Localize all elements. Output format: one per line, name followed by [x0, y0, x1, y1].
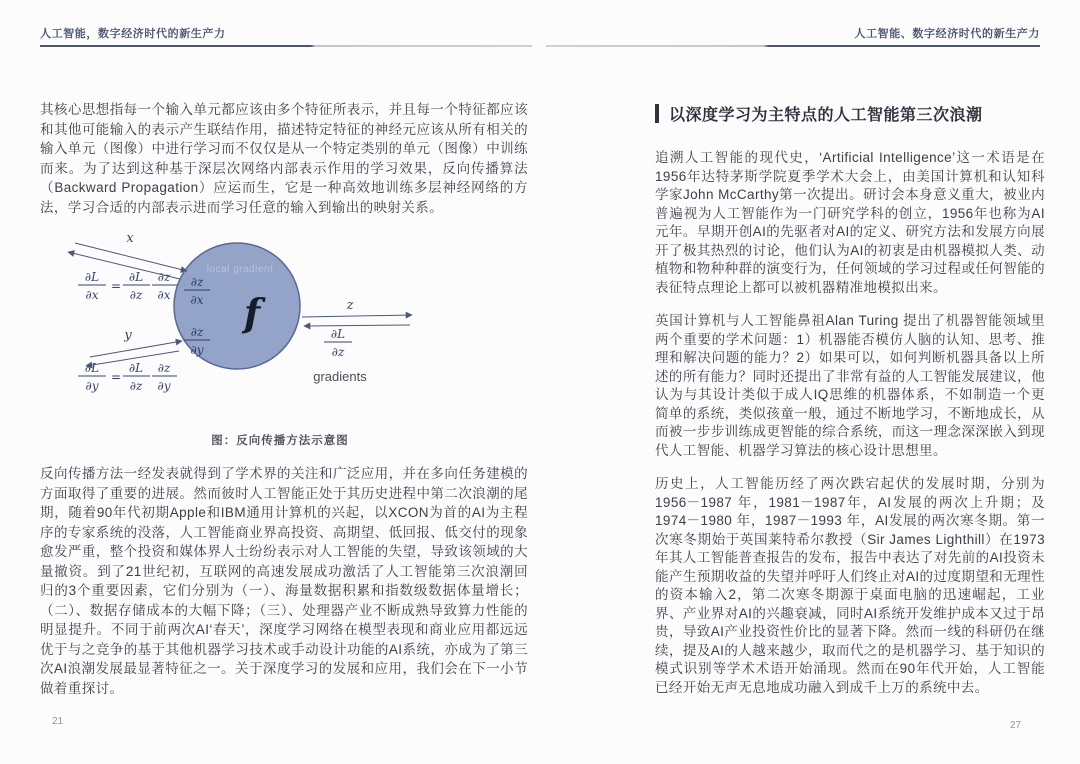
backpropagation-diagram	[40, 229, 520, 419]
right-paragraph-2: 英国计算机与人工智能鼻祖Alan Turing 提出了机器智能领域里两个重要的学术问题：1）机器能否模仿人脑的认知、思考、推理和解决问题的能力？2）如果可以，如何判断机器具备以上所述的所有能力？同时还提出了非常有益的人工智能发展建议，他认为与其设计类似于成人IQ思维的机器体系，不如制造一个更简单的系统，类似孩童一般，通过不断地学习，不断地成长，从而被一步步训练成更智能的综合系统，而这一理念深深嵌入到现代人工智能、机器学习算法的核心设计思想里。	[655, 313, 1045, 458]
fraction-numerator: ∂L	[128, 270, 144, 284]
gradients-label: gradients	[313, 369, 367, 384]
section-title	[655, 102, 1045, 125]
section-title-text: 以深度学习为主特点的人工智能第三次浪潮	[669, 107, 983, 124]
z-output-label: z	[346, 298, 354, 313]
z-forward-arrow	[302, 315, 412, 317]
page-left-column	[40, 100, 528, 710]
function-label: f	[243, 290, 261, 335]
running-header-right: 人工智能、数字经济时代的新生产力	[854, 28, 1040, 40]
left-paragraph-1: 其核心思想指每一个输入单元都应该由多个特征所表示，并且每一个特征都应该和其他可能输入的表示产生联结作用，描述特定特征的神经元应该从所有相关的输入单元（图像）中进行学习而不仅仅是从一个特定类别的单元（图像）中训练而来。为了达到这种基于深层次网络内部表示作用的学习效果，反向传播算法（Backward Propagation）应运而生，它是一种高效地训练多层神经网络的方法，学习合适的内部表示进而学习任意的输入到输出的映射关系。	[40, 102, 528, 215]
fraction-numerator: ∂z	[190, 275, 204, 289]
fraction-denominator: ∂z	[129, 288, 143, 302]
fraction-denominator: ∂z	[129, 379, 143, 393]
fraction-numerator: ∂z	[190, 325, 204, 339]
fraction-numerator: ∂L	[128, 361, 144, 375]
fraction-denominator: ∂y	[85, 379, 99, 393]
equals-sign: =	[110, 370, 122, 384]
x-input-label: x	[126, 231, 134, 246]
running-header-left: 人工智能，数字经济时代的新生产力	[40, 28, 226, 40]
fraction-denominator: ∂x	[190, 293, 204, 307]
fraction-denominator: ∂z	[331, 345, 345, 359]
y-input-label: y	[124, 328, 132, 343]
gradient-formula-x	[78, 270, 177, 302]
fraction-numerator: ∂L	[84, 270, 100, 284]
left-paragraph-2: 反向传播方法一经发表就得到了学术界的关注和广泛应用，并在多向任务建模的方面取得了重要的进展。然而彼时人工智能正处于其历史进程中第二次浪潮的尾期，随着90年代初期Apple和IBM通用计算机的兴起，以XCON为首的AI为主程序的专家系统的没落，人工智能商业界高投资、高期望、低回报、低交付的现象愈发严重，整个投资和媒体界人士纷纷表示对人工智能的失望，导致该领域的大量撤资。到了21世纪初，互联网的高速发展成功激活了人工智能第三次浪潮回归的3个重要因素，它们分别为（一）、海量数据积累和指数级数据体量增长；（二）、数据存储成本的大幅下降；（三）、处理器产业不断成熟导致算力性能的明显提升。不同于前两次AI‘春天’，深度学习网络在模型表现和商业应用都远远优于与之竞争的基于其他机器学习技术或手动设计功能的AI系统，亦成为了第三次AI浪潮发展最显著特征之一。关于深度学习的发展和应用，我们会在下一小节做着重探讨。	[40, 466, 528, 696]
page-right-column	[655, 100, 1045, 712]
local-gradient-label: local gradient	[206, 264, 274, 275]
section-title-bar	[655, 104, 659, 123]
gradient-fraction-dl-dz	[324, 327, 352, 359]
right-paragraph-3: 历史上，人工智能历经了两次跌宕起伏的发展时期，分别为1956－1987 年，1981－1987年，AI发展的两次上升期；及1974－1980 年，1987－1993 年，AI发展的两次寒冬期。第一次寒冬期始于英国莱特希尔教授（Sir James Lighthill）在1973年其人工智能普查报告的发布，报告中表达了对先前的AI投资未能产生预期收益的失望并呼吁人们终止对AI的过度期望和无理性的资本输入2，第二次寒冬期源于桌面电脑的迅速崛起，工业界、产业界对AI的兴趣衰减，同时AI系统开发维护成本又过于昂贵，导致AI产业投资性价比的显著下降。然而一线的科研仍在继续，提及AI的人越来越少，取而代之的是机器学习、基于知识的模式识别等学术术语开始涌现。然而在90年代开始，人工智能已经开始无声无息地成功融入到成千上万的系统中去。	[655, 476, 1045, 695]
page-number-left: 21	[52, 716, 64, 727]
fraction-denominator: ∂y	[190, 343, 204, 357]
header-rule-right	[546, 45, 1040, 47]
fraction-numerator: ∂L	[330, 327, 346, 341]
fraction-numerator: ∂z	[157, 361, 171, 375]
fraction-numerator: ∂z	[157, 270, 171, 284]
figure-caption: 图：反向传播方法示意图	[211, 435, 349, 447]
fraction-denominator: ∂x	[157, 288, 171, 302]
backpropagation-figure	[40, 229, 520, 448]
equals-sign: =	[110, 279, 122, 293]
y-forward-arrow	[90, 341, 182, 357]
header-rule-left	[40, 45, 532, 47]
fraction-numerator: ∂L	[84, 361, 100, 375]
fraction-denominator: ∂y	[157, 379, 171, 393]
fraction-denominator: ∂x	[85, 288, 99, 302]
z-backward-arrow	[304, 325, 410, 326]
page-number-right: 27	[1010, 720, 1022, 731]
gradient-formula-y	[78, 361, 177, 393]
right-paragraph-1: 追溯人工智能的现代史，‘Artificial Intelligence’这一术语是在1956年达特茅斯学院夏季学术大会上，由美国计算机和认知科学家John McCarthy第一次提出。研讨会本身意义重大，被业内普遍视为人工智能作为一门研究学科的创立，1956年也称为AI元年。早期开创AI的先驱者对AI的定义、研究方法和发展方向展开了极其热烈的讨论，他们认为AI的初衷是由机器模拟人类、动植物和物种种群的演变行为，任何领域的学习过程或任何智能的表征特点理论上都可以被机器精准地模拟出来。	[655, 150, 1045, 295]
